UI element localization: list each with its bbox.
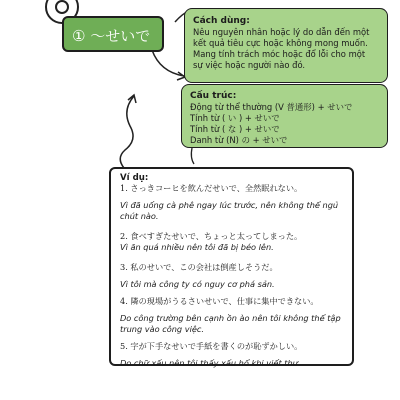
usage-line: Nêu nguyên nhân hoặc lý do dẫn đến một [193,27,370,37]
usage-line: Mang tính trách móc hoặc đổ lỗi cho một [193,49,366,59]
structure-box [181,84,388,148]
usage-heading: Cách dùng: [193,16,250,26]
structure-line: Động từ thể thường (V 普通形) + せいで [190,102,353,112]
grammar-title-tag [62,16,164,52]
title-number: ① [72,27,86,45]
example-jp: 5. 字が下手なせいで手紙を書くのが恥ずかしい。 [120,341,303,351]
example-jp: 4. 隣の現場がうるさいせいで、仕事に集中できない。 [120,296,319,306]
example-vn: Vì ăn quá nhiều nên tôi đã bị béo lên. [120,242,274,252]
structure-line: Tính từ ( い ) + せいで [190,113,280,123]
structure-line: Tính từ ( な ) + せいで [190,124,280,134]
structure-line: Danh từ (N) の + せいで [190,135,288,145]
example-vn: Vì đã uống cà phê ngay lúc trước, nên không thể ngủ chút nào. [120,200,339,221]
examples-heading: Ví dụ: [120,173,149,183]
examples-box [109,167,354,366]
example-vn: Vì tôi mà công ty có nguy cơ phá sản. [120,279,275,289]
example-vn: Do chữ xấu nên tôi thấy xấu hổ khi viết thư. [120,358,301,368]
example-jp: 2. 食べすぎたせいで、ちょっと太ってしまった。 [120,231,303,241]
example-jp: 3. 私のせいで、この会社は倒産しそうだ。 [120,262,278,272]
usage-line: kết quả tiêu cực hoặc không mong muốn. [193,38,368,48]
title-text: ～せいで [90,27,151,45]
structure-heading: Cấu trúc: [190,91,237,101]
example-jp: 1. さっきコーヒを飲んだせいで、全然眠れない。 [120,183,303,193]
example-vn: Do công trường bên cạnh ồn ào nên tôi không thể tập trung vào công việc. [120,313,341,334]
usage-line: sự việc hoặc người nào đó. [193,60,306,70]
usage-box [184,8,388,83]
